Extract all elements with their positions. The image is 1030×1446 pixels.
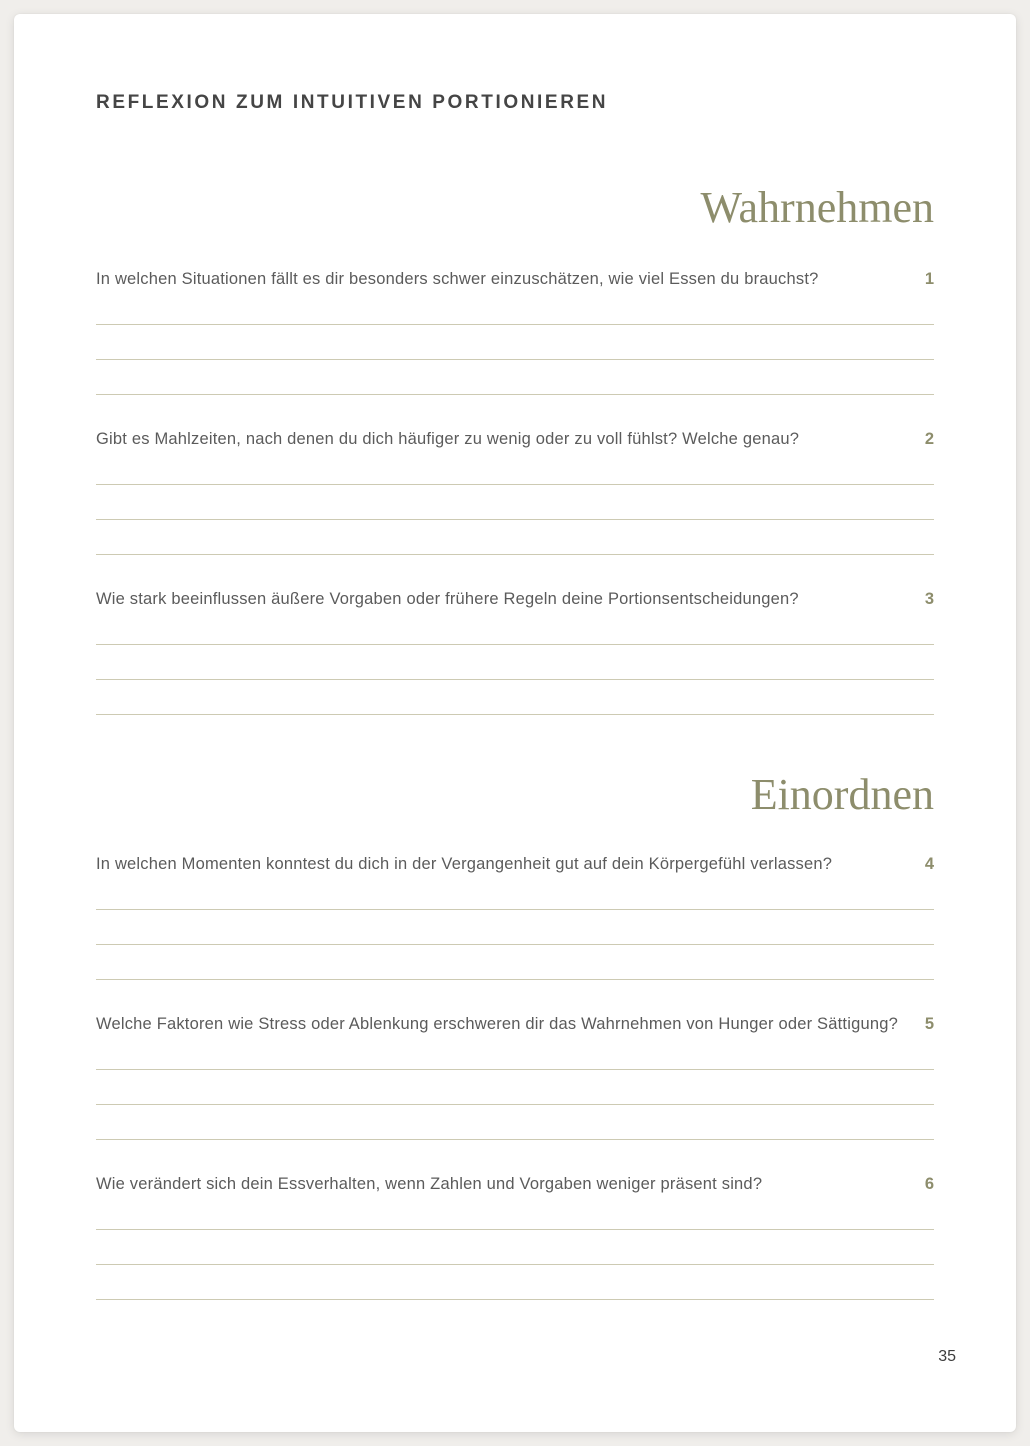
question-number: 4 bbox=[924, 855, 934, 873]
question-row bbox=[96, 1015, 934, 1034]
answer-lines bbox=[96, 450, 934, 555]
answer-line bbox=[96, 1105, 934, 1140]
answer-line bbox=[96, 290, 934, 325]
question-block-6 bbox=[96, 1175, 934, 1300]
answer-line bbox=[96, 1265, 934, 1300]
answer-line bbox=[96, 1195, 934, 1230]
question-text: Wie verändert sich dein Essverhalten, wenn Zahlen und Vorgaben weniger präsent sind? bbox=[96, 1175, 763, 1193]
answer-lines bbox=[96, 610, 934, 715]
page-content bbox=[14, 14, 1016, 1432]
question-text: Welche Faktoren wie Stress oder Ablenkung erschweren dir das Wahrnehmen von Hunger oder Sättigung? bbox=[96, 1015, 898, 1033]
answer-line bbox=[96, 360, 934, 395]
question-number: 2 bbox=[924, 430, 934, 448]
question-block-2 bbox=[96, 430, 934, 555]
worksheet-page bbox=[14, 14, 1016, 1432]
question-block-3 bbox=[96, 590, 934, 715]
question-text: Wie stark beeinflussen äußere Vorgaben oder frühere Regeln deine Portionsentscheidungen? bbox=[96, 590, 799, 608]
answer-line bbox=[96, 1035, 934, 1070]
question-number: 1 bbox=[924, 270, 934, 288]
question-text: Gibt es Mahlzeiten, nach denen du dich häufiger zu wenig oder zu voll fühlst? Welche genau? bbox=[96, 430, 800, 448]
answer-line bbox=[96, 450, 934, 485]
question-block-5 bbox=[96, 1015, 934, 1140]
answer-line bbox=[96, 1230, 934, 1265]
page-number: 35 bbox=[938, 1348, 956, 1365]
answer-lines bbox=[96, 1195, 934, 1300]
question-number: 6 bbox=[924, 1175, 934, 1193]
answer-lines bbox=[96, 1035, 934, 1140]
answer-line bbox=[96, 645, 934, 680]
answer-line bbox=[96, 945, 934, 980]
question-text: In welchen Situationen fällt es dir besonders schwer einzuschätzen, wie viel Essen du brauchst? bbox=[96, 270, 819, 288]
answer-line bbox=[96, 520, 934, 555]
answer-line bbox=[96, 875, 934, 910]
question-row bbox=[96, 270, 934, 289]
question-number: 5 bbox=[924, 1015, 934, 1033]
answer-line bbox=[96, 910, 934, 945]
question-number: 3 bbox=[924, 590, 934, 608]
answer-lines bbox=[96, 290, 934, 395]
page-title: REFLEXION ZUM INTUITIVEN PORTIONIEREN bbox=[96, 92, 609, 113]
answer-line bbox=[96, 680, 934, 715]
answer-line bbox=[96, 485, 934, 520]
question-row bbox=[96, 590, 934, 609]
question-row bbox=[96, 855, 934, 874]
question-row bbox=[96, 1175, 934, 1194]
answer-line bbox=[96, 610, 934, 645]
answer-lines bbox=[96, 875, 934, 980]
question-block-4 bbox=[96, 855, 934, 980]
answer-line bbox=[96, 325, 934, 360]
question-text: In welchen Momenten konntest du dich in der Vergangenheit gut auf dein Körpergefühl verlassen? bbox=[96, 855, 833, 873]
question-row bbox=[96, 430, 934, 449]
answer-line bbox=[96, 1070, 934, 1105]
question-block-1 bbox=[96, 270, 934, 395]
section-heading-einordnen: Einordnen bbox=[750, 770, 934, 819]
section-heading-wahrnehmen: Wahrnehmen bbox=[700, 183, 934, 232]
